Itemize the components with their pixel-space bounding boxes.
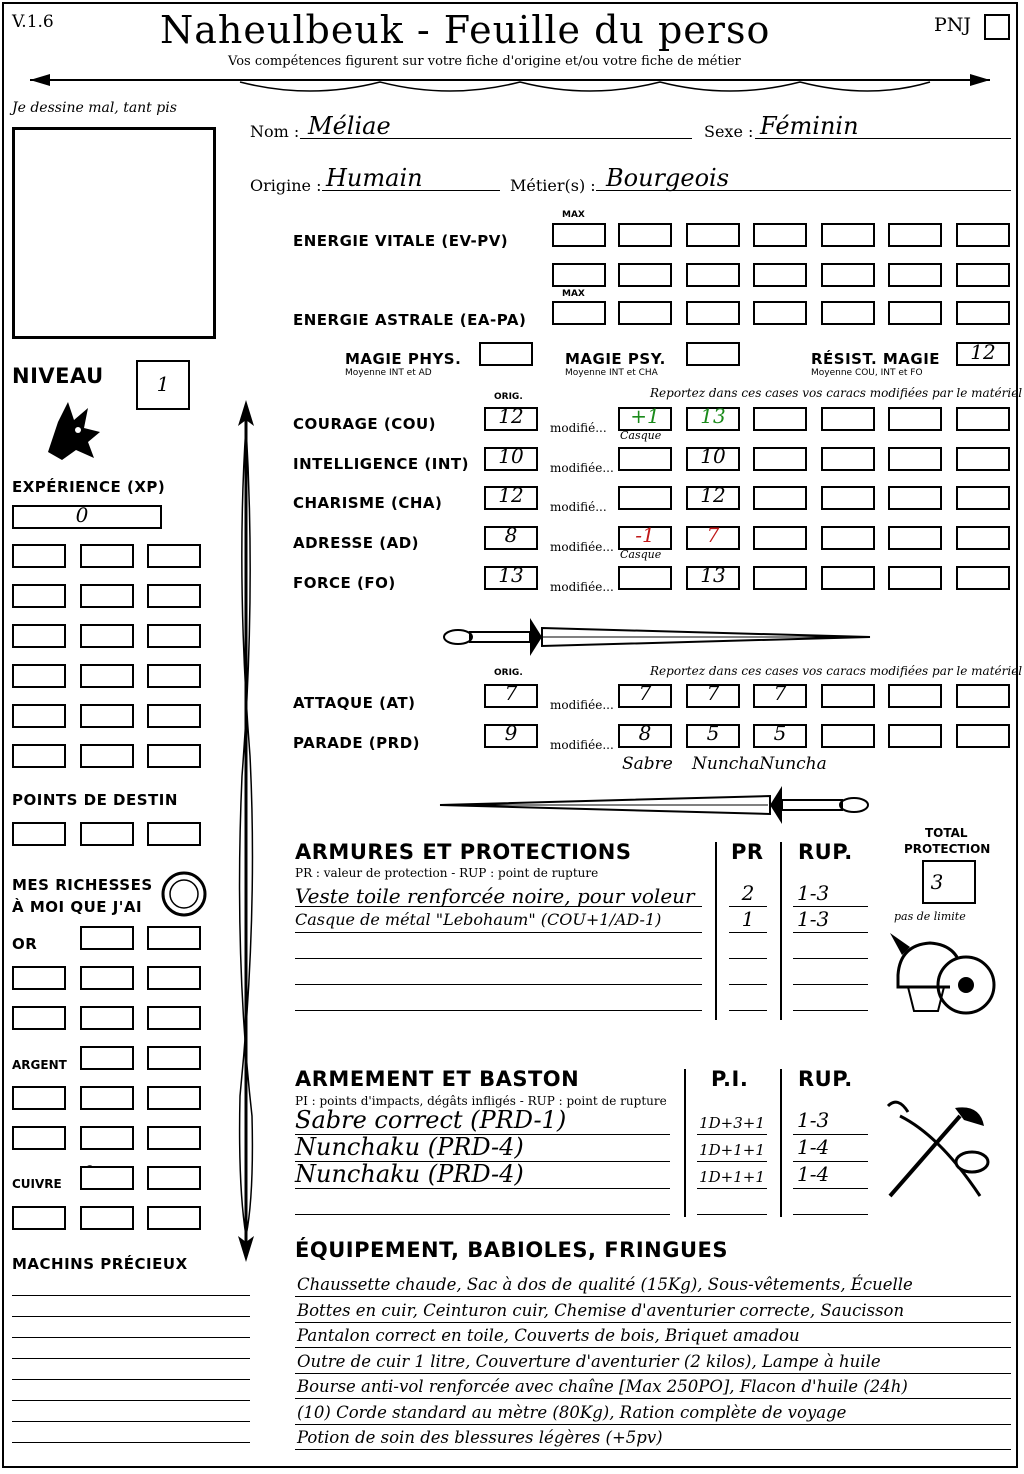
combat-label: ATTAQUE (AT)	[293, 694, 416, 712]
stat-mod-box[interactable]	[888, 447, 942, 471]
stat-mod-label: modifié...	[550, 421, 607, 435]
stat-mod-box[interactable]	[888, 526, 942, 550]
magie-phys-label: MAGIE PHYS.	[345, 350, 462, 368]
ea-row-box-0[interactable]	[552, 301, 606, 325]
ev-row1-box-2[interactable]	[686, 223, 740, 247]
armure-line[interactable]	[295, 1010, 702, 1011]
combat-orig-value: 9	[504, 721, 518, 745]
xp-cell-1-1[interactable]	[80, 584, 134, 608]
machins-line-5[interactable]	[12, 1400, 250, 1401]
equip-line[interactable]	[295, 1373, 1011, 1374]
xp-cell-5-2[interactable]	[147, 744, 201, 768]
money-or-box-2[interactable]	[147, 926, 201, 950]
weapon-name-1: Sabre	[622, 754, 673, 774]
niveau-label: NIVEAU	[12, 364, 104, 388]
armement-name: Nunchaku (PRD-4)	[295, 1133, 524, 1161]
stat-mod-box[interactable]	[956, 566, 1010, 590]
stat-mod-box[interactable]	[753, 526, 807, 550]
combat-mod-box[interactable]	[956, 724, 1010, 748]
equip-line[interactable]	[295, 1424, 1011, 1425]
ev-row2-box-4[interactable]	[821, 263, 875, 287]
stat-mod-box[interactable]	[888, 407, 942, 431]
xp-cell-4-1[interactable]	[80, 704, 134, 728]
stat-mod-box[interactable]	[821, 526, 875, 550]
money-argent3-box-1[interactable]	[80, 1126, 134, 1150]
money-cuivre-box-2[interactable]	[147, 1166, 201, 1190]
xp-cell-1-2[interactable]	[147, 584, 201, 608]
armure-rup-line[interactable]	[793, 1010, 868, 1011]
armures-col-divider-1	[715, 842, 717, 1020]
metier-label: Métier(s) :	[510, 176, 596, 195]
machins-line-3[interactable]	[12, 1358, 250, 1359]
xp-cell-4-0[interactable]	[12, 704, 66, 728]
sexe-label: Sexe :	[704, 122, 754, 141]
armure-line[interactable]	[295, 984, 702, 985]
weapon-name-2: NunchaNuncha	[692, 754, 827, 774]
money-or2-box-2[interactable]	[147, 966, 201, 990]
armures-col-pr: PR	[731, 840, 764, 864]
equip-line[interactable]	[295, 1347, 1011, 1348]
stat-mod2-value: 10	[700, 444, 726, 468]
armures-col-divider-2	[780, 842, 782, 1020]
ea-label: ENERGIE ASTRALE (EA-PA)	[293, 311, 527, 329]
ev-row1-box-1[interactable]	[618, 223, 672, 247]
ea-row-box-2[interactable]	[686, 301, 740, 325]
stat-mod-box[interactable]	[821, 447, 875, 471]
money-argent2-box-2[interactable]	[147, 1086, 201, 1110]
money-or3-box-0[interactable]	[12, 1006, 66, 1030]
dragon-head-icon	[38, 392, 106, 464]
equip-text: Potion de soin des blessures légères (+5pv)	[297, 1428, 663, 1447]
armement-rup: 1-4	[797, 1162, 830, 1186]
armement-col-divider-1	[684, 1069, 686, 1217]
stat-mod-box[interactable]	[618, 447, 672, 471]
armement-line[interactable]	[295, 1214, 670, 1215]
armement-pi-line[interactable]	[697, 1188, 767, 1189]
machins-line-0[interactable]	[12, 1295, 250, 1296]
pnj-label: PNJ	[934, 14, 972, 36]
armement-title: ARMEMENT ET BASTON	[295, 1067, 580, 1091]
armement-pi: 1D+1+1	[699, 1168, 765, 1186]
money-or2-box-1[interactable]	[80, 966, 134, 990]
armement-pi: 1D+1+1	[699, 1141, 765, 1159]
xp-cell-0-0[interactable]	[12, 544, 66, 568]
magie-psy-label: MAGIE PSY.	[565, 350, 666, 368]
ev-row1-box-6[interactable]	[956, 223, 1010, 247]
money-argent3-box-2[interactable]	[147, 1126, 201, 1150]
combat-mod-value: 5	[773, 721, 787, 745]
cuivre-label: CUIVRE	[12, 1177, 62, 1191]
stat-orig-value: 13	[498, 563, 524, 587]
stat-mod-box[interactable]	[753, 447, 807, 471]
nom-value[interactable]: Méliae	[308, 112, 391, 140]
ea-row-box-1[interactable]	[618, 301, 672, 325]
ev-row2-box-1[interactable]	[618, 263, 672, 287]
money-cuivre2-box-0[interactable]	[12, 1206, 66, 1230]
equip-line[interactable]	[295, 1296, 1011, 1297]
page-title: Naheulbeuk - Feuille du perso	[160, 8, 771, 52]
xp-cell-4-2[interactable]	[147, 704, 201, 728]
armement-name: Nunchaku (PRD-4)	[295, 1160, 524, 1188]
ea-row-box-3[interactable]	[753, 301, 807, 325]
money-cuivre2-box-1[interactable]	[80, 1206, 134, 1230]
destin-label: POINTS DE DESTIN	[12, 791, 178, 809]
equip-line[interactable]	[295, 1398, 1011, 1399]
ea-row-box-4[interactable]	[821, 301, 875, 325]
armure-pr-line[interactable]	[729, 932, 767, 933]
stat-mod-box[interactable]	[753, 486, 807, 510]
xp-cell-3-1[interactable]	[80, 664, 134, 688]
armement-col-pi: P.I.	[711, 1067, 749, 1091]
total-label-1: TOTAL	[925, 826, 968, 840]
destin-box-0[interactable]	[12, 822, 66, 846]
stat-mod2-value: 7	[706, 523, 720, 547]
armement-note: PI : points d'impacts, dégâts infligés - RUP : point de rupture	[295, 1094, 667, 1108]
stat-orig-value: 8	[504, 523, 518, 547]
stat-mod2-value: 12	[700, 483, 726, 507]
armure-rup: 1-3	[797, 907, 830, 931]
ea-row-box-6[interactable]	[956, 301, 1010, 325]
nom-label: Nom :	[250, 122, 300, 141]
stat-mod1-value: +1	[630, 404, 660, 428]
equip-text: Bourse anti-vol renforcée avec chaîne [Max 250PO], Flacon d'huile (24h)	[297, 1377, 908, 1396]
armure-rup-line[interactable]	[793, 984, 868, 985]
or-label: OR	[12, 935, 38, 953]
armure-pr-line[interactable]	[729, 958, 767, 959]
xp-cell-0-2[interactable]	[147, 544, 201, 568]
ev-row1-box-4[interactable]	[821, 223, 875, 247]
armement-rup: 1-3	[797, 1108, 830, 1132]
resist-magie-value: 12	[970, 340, 996, 364]
xp-cell-0-1[interactable]	[80, 544, 134, 568]
armement-pi-line[interactable]	[697, 1161, 767, 1162]
resist-magie-label: RÉSIST. MAGIE	[811, 350, 941, 368]
armure-rup-line[interactable]	[793, 958, 868, 959]
stat-mod-label: modifiée...	[550, 461, 614, 475]
money-argent2-box-0[interactable]	[12, 1086, 66, 1110]
armement-col-rup: RUP.	[798, 1067, 853, 1091]
ev-row1-box-5[interactable]	[888, 223, 942, 247]
combat-mod-box[interactable]	[956, 684, 1010, 708]
xp-cell-2-2[interactable]	[147, 624, 201, 648]
stat-mod-box[interactable]	[888, 486, 942, 510]
spear-vertical-decoration	[228, 396, 264, 1266]
combat-mod-value: 5	[706, 721, 720, 745]
armure-rup: 1-3	[797, 881, 830, 905]
stat-mod-box[interactable]	[956, 486, 1010, 510]
report-note-combat: Reportez dans ces cases vos caracs modifiées par le matériel	[650, 664, 1023, 678]
money-argent-box-2[interactable]	[147, 1046, 201, 1070]
xp-cell-3-2[interactable]	[147, 664, 201, 688]
stat-mod2-value: 13	[700, 404, 726, 428]
money-or3-box-1[interactable]	[80, 1006, 134, 1030]
orig-label-combat: ORIG.	[494, 668, 523, 678]
xp-cell-2-1[interactable]	[80, 624, 134, 648]
stat-orig-value: 12	[498, 483, 524, 507]
magie-phys-note: Moyenne INT et AD	[345, 368, 432, 378]
equip-text: Bottes en cuir, Ceinturon cuir, Chemise d'aventurier correcte, Saucisson	[297, 1300, 905, 1320]
xp-cell-5-0[interactable]	[12, 744, 66, 768]
portrait-caption: Je dessine mal, tant pis	[12, 100, 177, 116]
ev-row1-box-0[interactable]	[552, 223, 606, 247]
armures-title: ARMURES ET PROTECTIONS	[295, 840, 632, 864]
stat-mod-label: modifiée...	[550, 580, 614, 594]
armement-rup-line[interactable]	[793, 1188, 868, 1189]
combat-label: PARADE (PRD)	[293, 734, 421, 752]
or-box[interactable]	[80, 926, 134, 950]
ea-row-box-5[interactable]	[888, 301, 942, 325]
stat-label: CHARISME (CHA)	[293, 494, 443, 512]
richesses-label-2: À MOI QUE J'AI	[12, 898, 143, 916]
money-cuivre2-box-2[interactable]	[147, 1206, 201, 1230]
argent-box[interactable]	[80, 1046, 134, 1070]
armure-line[interactable]	[295, 958, 702, 959]
equip-line[interactable]	[295, 1322, 1011, 1323]
stat-mod-box[interactable]	[821, 486, 875, 510]
equipement-title: ÉQUIPEMENT, BABIOLES, FRINGUES	[295, 1238, 728, 1262]
destin-box-2[interactable]	[147, 822, 201, 846]
stat-mod1-value: -1	[635, 523, 655, 547]
combat-mod-box[interactable]	[888, 684, 942, 708]
coin-icon	[160, 870, 210, 920]
armement-pi-line[interactable]	[697, 1134, 767, 1135]
stat-mod-box[interactable]	[888, 566, 942, 590]
machins-line-4[interactable]	[12, 1379, 250, 1380]
xp-value: 0	[75, 503, 89, 527]
armure-pr-line[interactable]	[729, 1010, 767, 1011]
money-or2-box-0[interactable]	[12, 966, 66, 990]
ev-row2-box-3[interactable]	[753, 263, 807, 287]
ev-max-label: MAX	[562, 210, 585, 220]
resist-magie-note: Moyenne COU, INT et FO	[811, 368, 923, 378]
combat-orig-value: 7	[504, 681, 518, 705]
ev-row2-box-0[interactable]	[552, 263, 606, 287]
stat-label: COURAGE (COU)	[293, 415, 437, 433]
magie-psy-note: Moyenne INT et CHA	[565, 368, 658, 378]
machins-label: MACHINS PRÉCIEUX	[12, 1255, 188, 1273]
armures-note: PR : valeur de protection - RUP : point de rupture	[295, 866, 599, 880]
armure-name: Casque de métal "Lebohaum" (COU+1/AD-1)	[295, 910, 662, 929]
xp-cell-5-1[interactable]	[80, 744, 134, 768]
origine-label: Origine :	[250, 176, 322, 195]
armement-pi-line[interactable]	[697, 1214, 767, 1215]
stat-orig-value: 12	[498, 404, 524, 428]
orig-label-stats: ORIG.	[494, 392, 523, 402]
combat-mod-label: modifiée...	[550, 698, 614, 712]
xp-cell-2-0[interactable]	[12, 624, 66, 648]
armure-name: Veste toile renforcée noire, pour voleur	[295, 884, 695, 908]
sexe-value[interactable]: Féminin	[760, 112, 859, 140]
money-or3-box-2[interactable]	[147, 1006, 201, 1030]
armement-pi: 1D+3+1	[699, 1114, 765, 1132]
stat-mod-box[interactable]	[753, 566, 807, 590]
ev-row2-box-2[interactable]	[686, 263, 740, 287]
subtitle: Vos compétences figurent sur votre fiche d'origine et/ou votre fiche de métier	[228, 54, 741, 69]
equip-text: Outre de cuir 1 litre, Couverture d'aventurier (2 kilos), Lampe à huile	[297, 1351, 881, 1371]
stat-mod1-note: Casque	[620, 429, 662, 442]
stat-mod-box[interactable]	[618, 486, 672, 510]
niveau-value: 1	[156, 372, 170, 396]
armure-pr-line[interactable]	[729, 984, 767, 985]
armement-rup-line[interactable]	[793, 1214, 868, 1215]
machins-line-2[interactable]	[12, 1337, 250, 1338]
stat-mod-box[interactable]	[821, 407, 875, 431]
combat-mod-value: 7	[773, 681, 787, 705]
armure-pr: 2	[741, 881, 755, 905]
stat-mod-box[interactable]	[753, 407, 807, 431]
xp-cell-1-0[interactable]	[12, 584, 66, 608]
magie-psy-box[interactable]	[686, 342, 740, 366]
sword-decoration-1	[430, 612, 880, 662]
xp-cell-3-0[interactable]	[12, 664, 66, 688]
armement-rup: 1-4	[797, 1135, 830, 1159]
portrait-box[interactable]	[12, 127, 216, 339]
stat-mod-label: modifiée...	[550, 540, 614, 554]
ev-label: ENERGIE VITALE (EV-PV)	[293, 232, 509, 250]
armement-line[interactable]	[295, 1188, 670, 1189]
combat-mod-box[interactable]	[821, 684, 875, 708]
combat-mod-box[interactable]	[888, 724, 942, 748]
ev-row1-box-3[interactable]	[753, 223, 807, 247]
combat-mod-value: 7	[638, 681, 652, 705]
combat-mod-box[interactable]	[821, 724, 875, 748]
stat-mod-box[interactable]	[956, 407, 1010, 431]
machins-line-7[interactable]	[12, 1442, 250, 1443]
magie-phys-box[interactable]	[479, 342, 533, 366]
combat-mod-value: 7	[706, 681, 720, 705]
armure-line[interactable]	[295, 932, 702, 933]
armures-col-rup: RUP.	[798, 840, 853, 864]
armement-name: Sabre correct (PRD-1)	[295, 1106, 567, 1134]
total-limit-note: pas de limite	[894, 910, 966, 923]
ea-max-label: MAX	[562, 289, 585, 299]
machins-line-1[interactable]	[12, 1316, 250, 1317]
total-label-2: PROTECTION	[904, 842, 991, 856]
xp-label: EXPÉRIENCE (XP)	[12, 478, 166, 496]
report-note-stats: Reportez dans ces cases vos caracs modifiées par le matériel	[650, 386, 1023, 400]
armure-rup-line[interactable]	[793, 932, 868, 933]
version-label: V.1.6	[12, 12, 54, 32]
ev-row2-box-5[interactable]	[888, 263, 942, 287]
equip-text: Pantalon correct en toile, Couverts de bois, Briquet amadou	[297, 1326, 800, 1345]
pnj-checkbox[interactable]	[984, 14, 1010, 40]
argent-label: ARGENT	[12, 1058, 67, 1072]
weapons-crossed-icon	[880, 1096, 1000, 1206]
stat-label: INTELLIGENCE (INT)	[293, 455, 469, 473]
total-protection-value: 3	[930, 870, 944, 894]
cuivre-box[interactable]	[80, 1166, 134, 1190]
stat-mod2-value: 13	[700, 563, 726, 587]
stat-mod-box[interactable]	[956, 447, 1010, 471]
metier-value[interactable]: Bourgeois	[606, 164, 730, 192]
money-argent2-box-1[interactable]	[80, 1086, 134, 1110]
ev-row2-box-6[interactable]	[956, 263, 1010, 287]
origine-value[interactable]: Humain	[326, 164, 423, 192]
stat-mod-box[interactable]	[618, 566, 672, 590]
stat-mod-label: modifié...	[550, 500, 607, 514]
money-argent3-box-0[interactable]	[12, 1126, 66, 1150]
stat-orig-value: 10	[498, 444, 524, 468]
helmet-shield-icon	[888, 925, 998, 1025]
equip-text: Chaussette chaude, Sac à dos de qualité (15Kg), Sous-vêtements, Écuelle	[297, 1275, 913, 1294]
richesses-label-1: MES RICHESSES	[12, 876, 153, 894]
equip-line[interactable]	[295, 1449, 1011, 1450]
stat-label: FORCE (FO)	[293, 574, 396, 592]
equip-text: (10) Corde standard au mètre (80Kg), Ration complète de voyage	[297, 1402, 847, 1422]
stat-mod1-note: Casque	[620, 548, 662, 561]
combat-mod-label: modifiée...	[550, 738, 614, 752]
combat-mod-value: 8	[638, 721, 652, 745]
sword-decoration-2	[430, 780, 880, 830]
stat-label: ADRESSE (AD)	[293, 534, 420, 552]
destin-box-1[interactable]	[80, 822, 134, 846]
armure-pr: 1	[741, 907, 755, 931]
stat-mod-box[interactable]	[956, 526, 1010, 550]
armement-col-divider-2	[780, 1069, 782, 1217]
stat-mod-box[interactable]	[821, 566, 875, 590]
machins-line-6[interactable]	[12, 1421, 250, 1422]
